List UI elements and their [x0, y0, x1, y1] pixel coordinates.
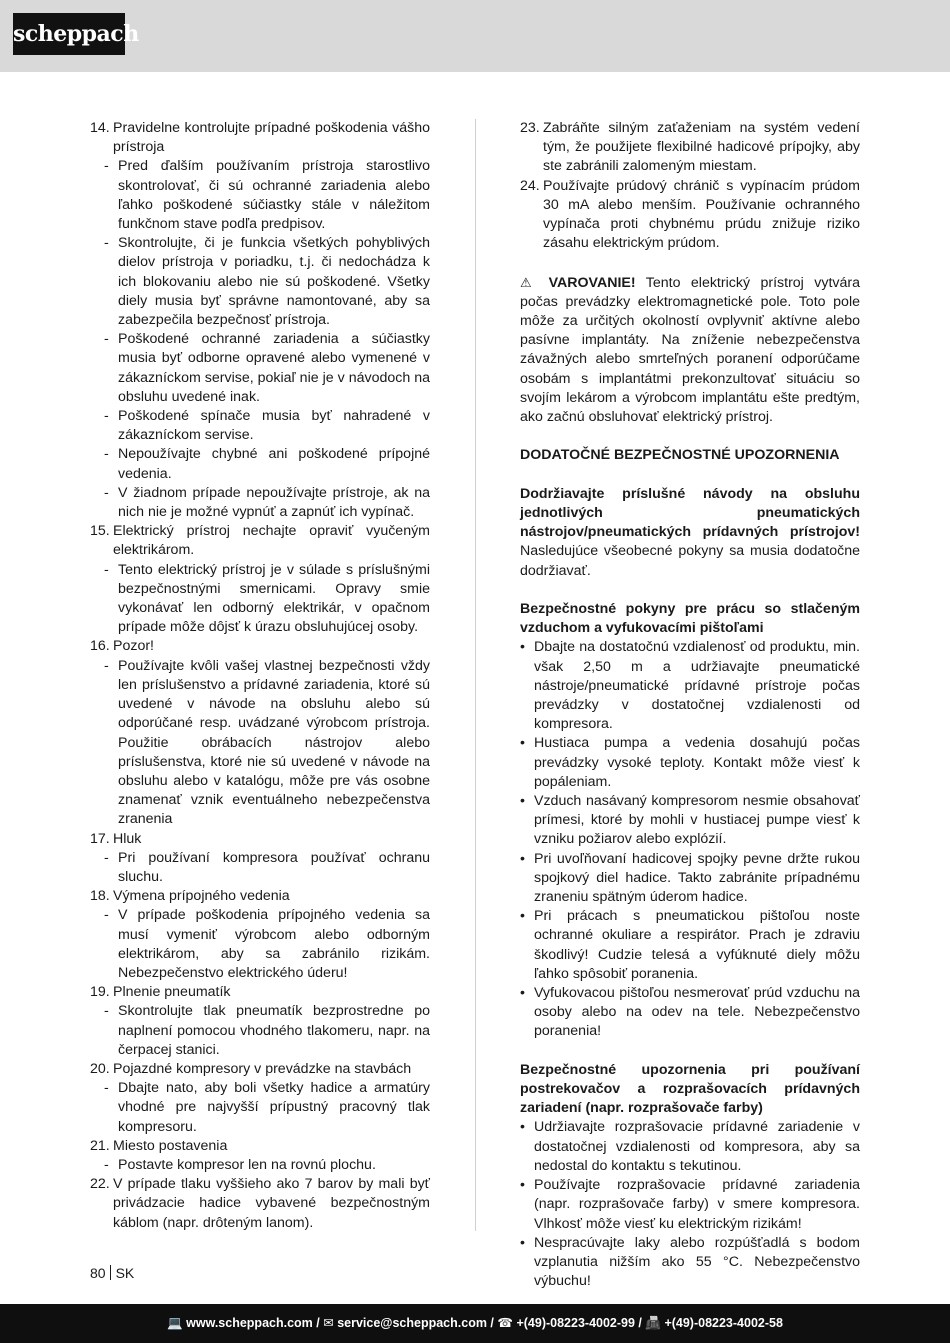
list-item: 19. Plnenie pneumatík [90, 984, 231, 1001]
mail-icon: ✉ [323, 1316, 334, 1330]
section-heading: DODATOČNÉ BEZPEČNOSTNÉ UPOZORNENIA [520, 447, 840, 464]
website-link[interactable]: www.scheppach.com / [186, 1316, 320, 1330]
sub-item: - Pred ďalším používaním prístroja starostlivo skontrolovať, či sú ochranné zariadenia alebo ľahko poškodené súčiastky stále v náležitom funkčnom stave podľa predpisov. [104, 158, 430, 233]
list-item: 16. Pozor! [90, 638, 155, 655]
list-item: 23. Zabráňte silným zaťaženiam na systém vedení tým, že použijete flexibilné hadicové prípojky, aby ste zabránili zalomeným miestam. [520, 120, 860, 175]
list-item: 20. Pojazdné kompresory v prevádzke na stavbách [90, 1060, 412, 1077]
computer-icon: 💻 [167, 1316, 183, 1330]
warning-paragraph: ⚠ VAROVANIE! Tento elektrický prístroj vytvára počas prevádzky elektromagnetické pole. Toto pole môže za určitých okolností ovplyvniť aktívne alebo pasívne implantáty. Na zníženie nebezpečenstva závažných alebo smrteľných poranení odporúčame osobám s implantátmi prekonzultovať situáciu so svojím lekárom a výrobcom implantátu ešte predtým, ako začnú obsluhovať elektrický prístroj. [520, 274, 861, 426]
phone-number: +(49)-08223-4002-99 / [516, 1316, 642, 1330]
list-item: 15. Elektrický prístroj nechajte opraviť vyučeným elektrikárom. [90, 523, 430, 559]
sub-item: - Poškodené ochranné zariadenia a súčiastky musia byť odborne opravené alebo vymenené v zákazníckom servise, pokiaľ nie je v návodoch na obsluhu uvedené inak. [104, 331, 430, 405]
list-item: • Udržiavajte rozprašovacie prídavné zariadenie v dostatočnej vzdialenosti od kompresora, aby sa nedostal do kontaktu s tekutinou. [520, 1119, 860, 1174]
column-divider [475, 119, 476, 1231]
list-item: • Nespracúvajte laky alebo rozpúšťadlá s bodom vzplanutia nižším ako 55 °C. Nebezpečenstvo výbuchu! [520, 1234, 860, 1290]
sub-item: - Tento elektrický prístroj je v súlade s príslušnými bezpečnostnými smernicami. Opravy smie vykonávať len odborný elektrikár, v opačnom prípade môže dôjsť k úrazu obsluhujúcej osoby. [104, 561, 430, 636]
left-column [90, 119, 430, 1233]
phone-icon: ☎ [497, 1316, 513, 1330]
list-item: • Vzduch nasávaný kompresorom nesmie obsahovať prímesi, ktoré by mohli v hustiacej pumpe viesť k vzniku požiarov alebo explózií. [520, 793, 860, 848]
warning-icon: ⚠ [520, 274, 539, 290]
sub-item: - Nepoužívajte chybné ani poškodené prípojné vedenia. [104, 446, 430, 482]
list-item: • Pri prácach s pneumatickou pištoľou noste ochranné okuliare a respirátor. Prach je zdraviu škodlivý! Cudzie telesá a vyfúknuté diely môžu ľahko spôsobiť poranenia. [520, 908, 860, 982]
warning-label: VAROVANIE! [548, 274, 636, 291]
sub-item: - Poškodené spínače musia byť nahradené v zákazníckom servise. [104, 408, 430, 444]
page-number: 80 SK [90, 1265, 135, 1281]
sub-item: - V prípade poškodenia prípojného vedenia sa musí vymeniť výrobcom alebo odborným elektrikárom, aby sa zabránilo rizikám. Nebezpečenstvo elektrického úderu! [104, 907, 430, 981]
list-item: 22. V prípade tlaku vyššieho ako 7 barov by mali byť privádzacie hadice vybavené bezpečnostným káblom (napr. drôteným lanom). [90, 1176, 430, 1231]
brand-logo: scheppach [13, 13, 125, 55]
fax-icon: 📠 [645, 1316, 661, 1330]
list-item: • Dbajte na dostatočnú vzdialenosť od produktu, min. však 2,50 m a udržiavajte pneumatické nástroje/pneumatické prídavné prístroje počas prevádzky v dostatočnej vzdialenosti od kompresora. [520, 639, 860, 733]
list-item: • Používajte rozprašovacie prídavné zariadenia (napr. rozprašovače farby) v smere kompresora. Vlhkosť môže viesť ku elektrickým rizikám! [520, 1177, 860, 1232]
list-item: 24. Používajte prúdový chránič s vypínacím prúdom 30 mA alebo menším. Používanie ochranného vypínača proti chybnému prúdu znižuje riziko zásahu elektrickým prúdom. [520, 177, 860, 252]
email-link[interactable]: service@scheppach.com / [337, 1316, 494, 1330]
intro-paragraph: Dodržiavajte príslušné návody na obsluhu jednotlivých pneumatických nástrojov/pneumatických prídavných prístrojov! Nasledujúce všeobecné pokyny sa musia dodatočne dodržiavať. [520, 485, 860, 579]
subsection-heading: Bezpečnostné pokyny pre prácu so stlačeným vzduchom a vyfukovacími pištoľami [520, 601, 860, 637]
fax-number: +(49)-08223-4002-58 [664, 1316, 783, 1330]
right-column [520, 119, 860, 1291]
list-item: 18. Výmena prípojného vedenia [90, 888, 290, 905]
sub-item: - V žiadnom prípade nepoužívajte prístroje, ak na nich nie je možné vypnúť a zapnúť ich vypínač. [104, 484, 430, 521]
list-item: • Pri uvoľňovaní hadicovej spojky pevne držte rukou spojkový diel hadice. Takto zabránite prípadnému zraneniu spätným úderom hadice. [520, 850, 860, 906]
page-header [0, 0, 950, 72]
list-item: 17. Hluk [90, 830, 142, 847]
sub-item: - Dbajte nato, aby boli všetky hadice a armatúry vhodné pre najvyšší prípustný pracovný tlak kompresoru. [104, 1080, 430, 1135]
subsection-heading: Bezpečnostné upozornenia pri používaní postrekovačov a rozprašovacích prídavných zariadení (napr. rozprašovače farby) [520, 1061, 860, 1117]
list-item: • Vyfukovacou pištoľou nesmerovať prúd vzduchu na osoby alebo na odev na tele. Nebezpečenstvo poranenia! [520, 985, 860, 1040]
page-footer [0, 1304, 950, 1343]
sub-item: - Skontrolujte, či je funkcia všetkých pohyblivých dielov prístroja v poriadku, t.j. či nedochádza k ich blokovaniu alebo nie sú poškodené. Všetky diely musia byť správne namontované, aby sa zabezpečila bezpečnosť prístroja. [104, 235, 430, 329]
sub-item: - Pri používaní kompresora používať ochranu sluchu. [104, 849, 430, 885]
list-item: • Hustiaca pumpa a vedenia dosahujú počas prevádzky vysoké teploty. Kontakt môže viesť k popáleniam. [520, 735, 860, 790]
sub-item: - Skontrolujte tlak pneumatík bezprostredne po naplnení pomocou vhodného tlakomeru, napr. na čerpacej stanici. [104, 1003, 430, 1058]
sub-item: - Používajte kvôli vašej vlastnej bezpečnosti vždy len príslušenstvo a prídavné zariadenia, ktoré sú uvedené v návode na obsluhu alebo sú odporúčané resp. uvádzané výrobcom prístroja. Použitie obrábacích nástrojov alebo príslušenstva, ktoré nie sú uvedené v návode na obsluhu alebo v katalógu, môže pre vás osobne znamenať vznik eventuálneho nebezpečenstva zranenia [104, 657, 430, 828]
sub-item: - Postavte kompresor len na rovnú plochu. [104, 1156, 376, 1173]
list-item: 21. Miesto postavenia [90, 1137, 228, 1154]
list-item: 14. Pravidelne kontrolujte prípadné poškodenia vášho prístroja [90, 120, 430, 156]
